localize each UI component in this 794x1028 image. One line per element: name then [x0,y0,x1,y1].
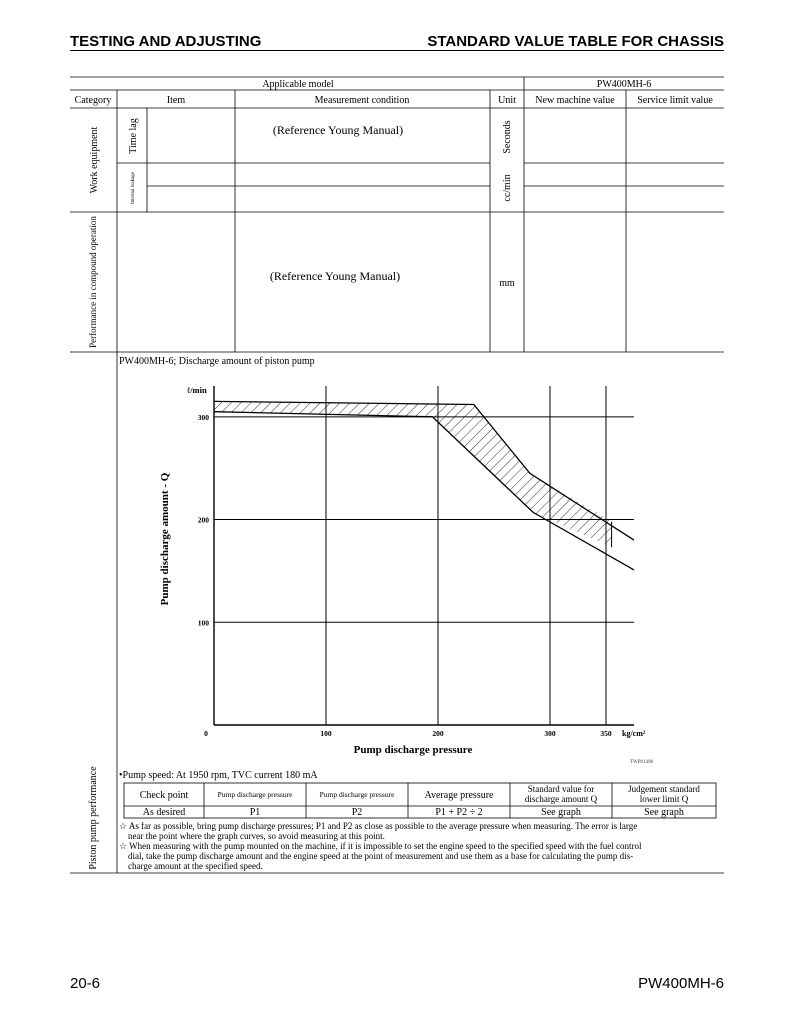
check-header-3: Average pressure [424,790,494,801]
time-lag-condition: (Reference Young Manual) [272,123,404,137]
footer-model: PW400MH-6 [638,975,724,992]
check-header-4-wrap [510,783,612,806]
applicable-model-label: Applicable model [262,79,334,90]
model-name: PW400MH-6 [596,79,652,90]
x-axis-label: Pump discharge pressure [353,744,473,756]
note-2-line-1: ☆ When measuring with the pump mounted on the machine, if it is impossible to set the engine speed to the specified speed with the fuel control [119,841,642,851]
check-value-4: See graph [541,807,581,818]
header-section-title: TESTING AND ADJUSTING [70,33,262,50]
y-tick-label-1: 200 [197,515,209,525]
series-line-1 [214,412,634,570]
time-lag-unit: Seconds [502,120,513,154]
page-number: 20-6 [70,975,101,992]
item-time-lag: Time lag [128,118,139,154]
note-1-line-2: near the point where the graph curves, so avoid measuring at this point. [128,831,385,841]
check-header-1: Pump discharge pressure [217,790,293,799]
check-value-1: P1 [249,807,261,818]
col-service-limit: Service limit value [637,95,713,106]
figure-code: TWP01498 [630,760,654,765]
check-header-5-wrap [612,783,716,806]
category-compound-operation: Performance in compound operation [88,216,98,348]
x-tick-label-0: 0 [204,729,208,738]
header-page-title: STANDARD VALUE TABLE FOR CHASSIS [427,33,724,50]
x-tick-label-2: 200 [432,729,444,738]
compound-unit: mm [499,278,515,289]
note-2-line-2: dial, take the pump discharge amount and the engine speed at the point of measurement and use them as a base for calculating the pump dis- [128,851,634,861]
check-header-2: Pump discharge pressure [319,790,395,799]
y-tick-label-2: 300 [197,412,209,422]
col-new-value: New machine value [535,95,615,106]
check-value-5: See graph [644,807,684,818]
pump-discharge-chart [159,385,654,765]
check-value-2: P2 [351,807,363,818]
item-internal-leakage: Internal leakage [131,171,136,205]
check-value-3: P1 + P2 ÷ 2 [435,807,483,818]
note-2-line-3: charge amount at the specified speed. [128,861,263,871]
y-axis-unit: ℓ/min [187,385,207,395]
discharge-band [214,401,612,547]
x-axis-unit: kg/cm² [622,729,646,738]
y-axis-label: Pump discharge amount - Q [159,472,171,606]
internal-leakage-unit: cc/min [502,174,513,202]
check-header-0: Check point [139,790,189,801]
check-value-0: As desired [142,807,186,818]
y-tick-label-0: 100 [197,618,209,628]
col-category: Category [74,95,112,106]
note-1-line-1: ☆ As far as possible, bring pump discharge pressures; P1 and P2 as close as possible to the average pressure when measuring. The error is large [119,821,638,831]
x-tick-label-3: 300 [544,729,556,738]
category-work-equipment: Work equipment [89,126,100,194]
graph-title: PW400MH-6; Discharge amount of piston pump [119,356,315,367]
x-tick-label-1: 100 [320,729,332,738]
category-piston-pump: Piston pump performance [88,766,99,870]
col-unit: Unit [498,95,516,106]
pump-speed-note: •Pump speed: At 1950 rpm, TVC current 180 mA [119,770,318,781]
col-condition: Measurement condition [314,95,410,106]
x-tick-label-4: 350 [600,729,612,738]
check-header-4: Standard value for discharge amount Q [524,784,598,804]
col-item: Item [166,95,186,106]
check-header-5: Judgement standard lower limit Q [628,784,700,804]
compound-condition: (Reference Young Manual) [269,269,401,283]
